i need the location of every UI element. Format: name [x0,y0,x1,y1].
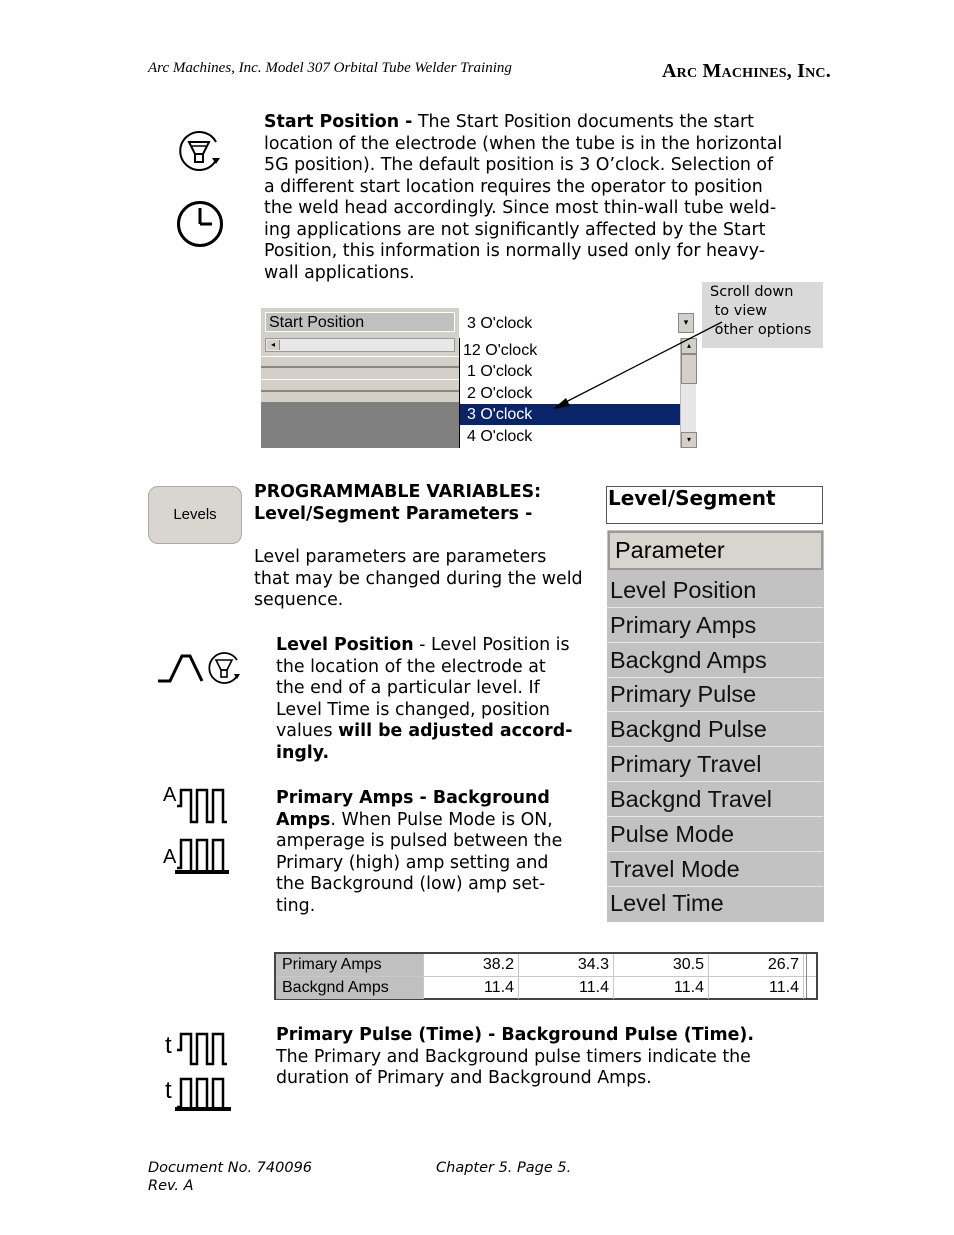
table-cell[interactable]: 11.4 [614,977,709,999]
programmable-heading-2: Level/Segment Parameters - [254,503,533,524]
horizontal-scrollbar[interactable] [265,338,455,352]
parameter-row-level-position[interactable]: Level Position [607,573,823,608]
scroll-down-arrow-icon[interactable]: ▾ [681,432,697,448]
table-row-label: Primary Amps [276,954,424,976]
level-position-line-4: Level Time is changed, position [276,699,550,720]
dropdown-option[interactable]: 2 O'clock [467,385,533,402]
pulse-line-1: The Primary and Background pulse timers indicate the [276,1046,751,1067]
footer-document-number: Document No. 740096 [148,1160,313,1176]
dropdown-option-selected[interactable]: 3 O'clock [460,404,680,425]
row-divider [261,390,459,392]
pulse-line-2: duration of Primary and Background Amps. [276,1068,652,1088]
start-position-line-2: location of the electrode (when the tube is in the horizontal [264,133,783,154]
amps-line-6: ting. [276,895,316,916]
level-position-line-6: ingly. [276,742,330,763]
table-row [276,977,816,999]
scroll-up-arrow-icon[interactable]: ▴ [681,338,697,354]
level-position-paragraph [276,635,606,764]
primary-pulse-icon-letter: t [165,1032,172,1059]
callout-arrow-icon [550,320,730,415]
start-position-head-icon [176,130,226,174]
level-segment-box [606,486,823,524]
level-ramp-icon [156,651,206,685]
header-left-text: Arc Machines, Inc. Model 307 Orbital Tube Welder Training [148,60,512,76]
row-divider [261,379,459,380]
table-row [276,954,816,977]
start-position-field-label: Start Position [269,314,365,331]
row-divider [261,366,459,368]
programmable-body-line-1: Level parameters are parameters [254,547,547,567]
dropdown-arrow-icon[interactable]: ▾ [678,313,694,333]
start-position-line-5: the weld head accordingly. Since most thin-wall tube weld- [264,198,777,218]
programmable-heading-1: PROGRAMMABLE VARIABLES: [254,482,542,502]
background-pulse-icon-letter: t [165,1077,172,1104]
amps-table [274,952,818,1000]
primary-amps-icon-letter: A [163,784,177,806]
grid-empty-area [261,402,459,448]
amps-line-3: amperage is pulsed between the [276,831,563,851]
parameter-row-backgnd-pulse[interactable]: Backgnd Pulse [607,712,823,747]
programmable-variables-section [254,482,599,612]
parameter-row-travel-mode[interactable]: Travel Mode [607,852,823,887]
start-position-line-8: wall applications. [264,262,415,283]
combobox-selected-value: 3 O'clock [467,315,533,332]
programmable-body-line-3: sequence. [254,590,344,610]
level-position-line-2: the location of the electrode at [276,656,546,677]
levels-button[interactable] [148,486,242,544]
table-cell[interactable]: 26.7 [709,954,804,976]
table-cell[interactable]: 11.4 [709,977,804,999]
amps-paragraph [276,788,606,917]
background-amps-icon [163,834,229,876]
start-position-line-6: ing applications are not significantly affected by the Start [264,219,766,240]
dropdown-option[interactable]: 12 O'clock [463,342,538,359]
pulse-title: Primary Pulse (Time) - Background Pulse (Time). [276,1025,754,1045]
header-company-name: Arc Machines, Inc. [662,60,831,82]
primary-pulse-time-icon [165,1030,231,1070]
weld-head-rotation-icon [206,650,244,688]
level-position-line-5-bold: will be adjusted accord- [338,721,573,741]
parameter-list [607,530,824,922]
dropdown-option[interactable]: 4 O'clock [467,428,533,445]
programmable-body-line-2: that may be changed during the weld [254,568,583,589]
amps-line-5: the Background (low) amp set- [276,874,546,894]
parameter-row-primary-pulse[interactable]: Primary Pulse [607,677,823,712]
parameter-row-level-time[interactable]: Level Time [610,890,724,916]
dropdown-option[interactable]: 1 O'clock [467,363,533,380]
levels-button-label: Levels [173,506,217,523]
table-cell[interactable]: 34.3 [519,954,614,976]
table-cell[interactable]: 38.2 [424,954,519,976]
start-position-line-3: 5G position). The default position is 3 O’clock. Selection of [264,155,774,175]
scroll-left-arrow-icon[interactable]: ◂ [267,340,280,350]
amps-line-4: Primary (high) amp setting and [276,852,549,873]
amps-line-2-rest: . When Pulse Mode is ON, [330,809,553,830]
parameter-list-header[interactable] [608,531,823,570]
table-cell[interactable]: 11.4 [424,977,519,999]
table-scroll-edge [806,954,817,998]
table-row-label: Backgnd Amps [276,977,424,999]
table-cell[interactable]: 30.5 [614,954,709,976]
row-divider [261,356,459,357]
level-segment-title: Level/Segment [608,486,776,510]
background-pulse-time-icon [165,1075,231,1115]
footer-chapter-page: Chapter 5. Page 5. [436,1160,572,1176]
grid-left-panel [261,308,459,448]
level-position-line-3: the end of a particular level. If [276,678,540,698]
table-cell[interactable]: 11.4 [519,977,614,999]
start-position-title: Start Position - [264,112,413,132]
level-position-title: Level Position [276,635,414,655]
background-amps-icon-letter: A [163,846,177,868]
callout-line-2: to view [710,303,768,319]
parameter-row-backgnd-travel[interactable]: Backgnd Travel [607,782,823,817]
callout-line-1: Scroll down [710,284,794,300]
footer-revision: Rev. A [148,1178,194,1194]
callout-line-3: other options [710,322,812,338]
amps-title-line-2: Amps [276,809,331,830]
pulse-paragraph [276,1025,836,1090]
parameter-header-label: Parameter [615,537,725,563]
parameter-row-primary-amps[interactable]: Primary Amps [607,608,823,643]
start-position-line-7: Position, this information is normally used only for heavy- [264,241,765,261]
primary-amps-icon [163,784,229,826]
level-position-line-1: - Level Position is [413,635,570,655]
level-position-line-5: values [276,721,339,741]
start-position-field [265,312,455,332]
parameter-row-backgnd-amps[interactable]: Backgnd Amps [607,643,823,678]
clock-icon [176,199,224,249]
start-position-line-4: a different start location requires the operator to position [264,176,763,197]
parameter-row-primary-travel[interactable]: Primary Travel [607,747,823,782]
parameter-row-pulse-mode[interactable]: Pulse Mode [607,817,823,852]
start-position-line-1: The Start Position documents the start [417,112,754,132]
amps-title-line-1: Primary Amps - Background [276,788,550,808]
start-position-paragraph [264,112,834,284]
